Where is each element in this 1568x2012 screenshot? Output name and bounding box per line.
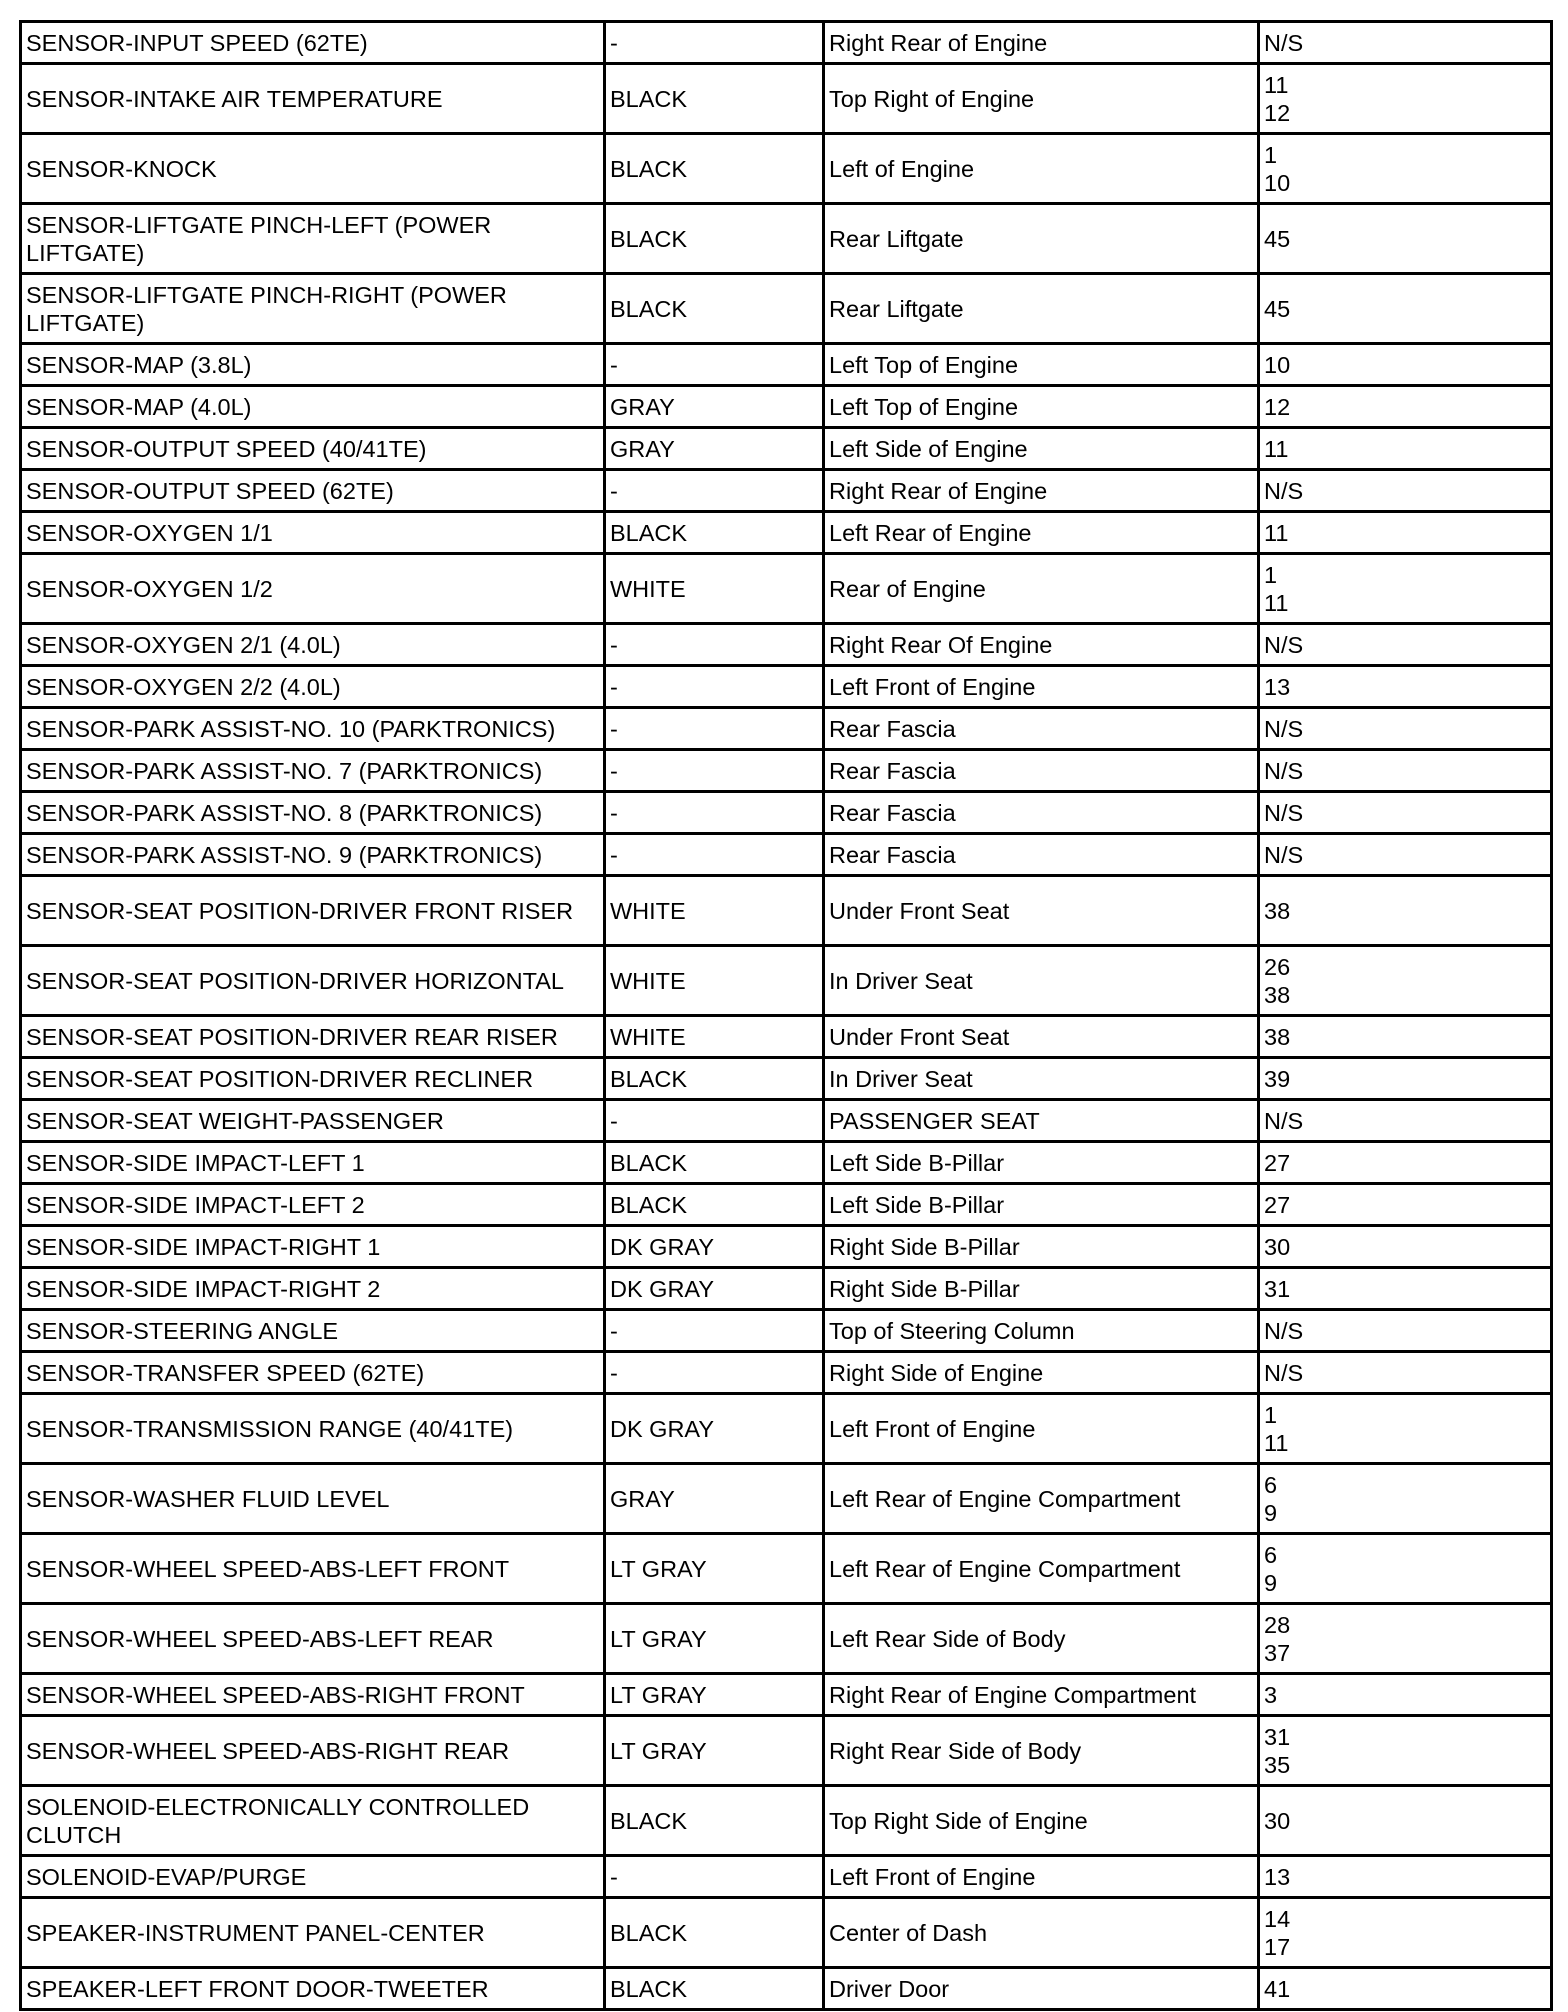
connector-name-cell: SENSOR-SIDE IMPACT-RIGHT 1	[21, 1226, 605, 1268]
table-row	[21, 64, 1552, 134]
figure-number: 30	[1264, 1807, 1291, 1834]
connector-location-cell: Left Top of Engine	[824, 344, 1259, 386]
connector-color-cell: -	[605, 708, 824, 750]
figure-number-cell	[1259, 834, 1552, 876]
figure-number: 12	[1264, 393, 1291, 420]
figure-number-cell	[1259, 428, 1552, 470]
table-row	[21, 1674, 1552, 1716]
figure-number: 12	[1264, 99, 1291, 126]
table-row	[21, 22, 1552, 64]
figure-number: 14	[1264, 1905, 1291, 1932]
table-row	[21, 1184, 1552, 1226]
connector-name-cell: SENSOR-WASHER FLUID LEVEL	[21, 1464, 605, 1534]
table-row	[21, 834, 1552, 876]
connector-color-cell: BLACK	[605, 512, 824, 554]
figure-number: 37	[1264, 1639, 1291, 1666]
figure-number: 6	[1264, 1471, 1278, 1498]
connector-location-cell: Left Side B-Pillar	[824, 1142, 1259, 1184]
connector-color-cell: BLACK	[605, 1142, 824, 1184]
connector-color-cell: -	[605, 22, 824, 64]
connector-name-cell: SENSOR-SIDE IMPACT-LEFT 2	[21, 1184, 605, 1226]
figure-number: 11	[1264, 519, 1289, 546]
table-row	[21, 1786, 1552, 1856]
connector-name-cell: SENSOR-SIDE IMPACT-LEFT 1	[21, 1142, 605, 1184]
figure-number: 1	[1264, 1401, 1278, 1428]
table-row	[21, 946, 1552, 1016]
table-row	[21, 1100, 1552, 1142]
connector-location-cell: Right Side of Engine	[824, 1352, 1259, 1394]
connector-location-cell: Left Rear of Engine Compartment	[824, 1534, 1259, 1604]
connector-location-cell: Left Side of Engine	[824, 428, 1259, 470]
table-row	[21, 512, 1552, 554]
table-row	[21, 1394, 1552, 1464]
connector-name-cell: SENSOR-STEERING ANGLE	[21, 1310, 605, 1352]
figure-number-cell	[1259, 386, 1552, 428]
connector-color-cell: DK GRAY	[605, 1226, 824, 1268]
figure-number-cell	[1259, 1786, 1552, 1856]
figure-number: 11	[1264, 71, 1289, 98]
figure-number-cell	[1259, 1464, 1552, 1534]
connector-color-cell: LT GRAY	[605, 1534, 824, 1604]
connector-name-cell: SENSOR-OUTPUT SPEED (40/41TE)	[21, 428, 605, 470]
figure-number-cell	[1259, 1058, 1552, 1100]
connector-location-cell: In Driver Seat	[824, 1058, 1259, 1100]
connector-name-cell: SENSOR-WHEEL SPEED-ABS-RIGHT FRONT	[21, 1674, 605, 1716]
connector-color-cell: -	[605, 624, 824, 666]
connector-name-cell: SENSOR-TRANSMISSION RANGE (40/41TE)	[21, 1394, 605, 1464]
connector-color-cell: -	[605, 750, 824, 792]
table-row	[21, 1716, 1552, 1786]
connector-name-cell: SENSOR-LIFTGATE PINCH-RIGHT (POWER LIFTGATE)	[21, 274, 605, 344]
table-row	[21, 1856, 1552, 1898]
connector-color-cell: WHITE	[605, 1016, 824, 1058]
figure-number: 38	[1264, 981, 1291, 1008]
figure-number: 30	[1264, 1233, 1291, 1260]
connector-location-cell: Right Side B-Pillar	[824, 1226, 1259, 1268]
figure-number: N/S	[1264, 757, 1304, 784]
figure-number-cell	[1259, 750, 1552, 792]
figure-number-cell	[1259, 708, 1552, 750]
connector-name-cell: SENSOR-WHEEL SPEED-ABS-RIGHT REAR	[21, 1716, 605, 1786]
connector-name-cell: SENSOR-WHEEL SPEED-ABS-LEFT FRONT	[21, 1534, 605, 1604]
connector-name-cell: SPEAKER-LEFT FRONT DOOR-TWEETER	[21, 1968, 605, 2010]
table-row	[21, 1268, 1552, 1310]
figure-number: N/S	[1264, 799, 1304, 826]
figure-number: 13	[1264, 673, 1291, 700]
connector-name-cell: SENSOR-SEAT POSITION-DRIVER FRONT RISER	[21, 876, 605, 946]
connector-location-cell: Left Front of Engine	[824, 1394, 1259, 1464]
connector-color-cell: BLACK	[605, 64, 824, 134]
figure-number-cell	[1259, 1534, 1552, 1604]
connector-color-cell: -	[605, 1100, 824, 1142]
connector-color-cell: LT GRAY	[605, 1674, 824, 1716]
connector-name-cell: SENSOR-PARK ASSIST-NO. 7 (PARKTRONICS)	[21, 750, 605, 792]
table-row	[21, 344, 1552, 386]
connector-location-cell: Rear Liftgate	[824, 274, 1259, 344]
figure-number: 26	[1264, 953, 1291, 980]
figure-number: 9	[1264, 1569, 1278, 1596]
figure-number-cell	[1259, 666, 1552, 708]
figure-number: 9	[1264, 1499, 1278, 1526]
connector-name-cell: SENSOR-INPUT SPEED (62TE)	[21, 22, 605, 64]
connector-location-cell: Left Front of Engine	[824, 1856, 1259, 1898]
connector-name-cell: SENSOR-PARK ASSIST-NO. 8 (PARKTRONICS)	[21, 792, 605, 834]
table-row	[21, 624, 1552, 666]
connector-color-cell: BLACK	[605, 1786, 824, 1856]
figure-number: 11	[1264, 435, 1289, 462]
connector-color-cell: DK GRAY	[605, 1268, 824, 1310]
connector-color-cell: BLACK	[605, 1184, 824, 1226]
connector-location-cell: Left Rear Side of Body	[824, 1604, 1259, 1674]
table-row	[21, 792, 1552, 834]
connector-color-cell: BLACK	[605, 204, 824, 274]
figure-number: 11	[1264, 589, 1289, 616]
figure-number-cell	[1259, 876, 1552, 946]
figure-number-cell	[1259, 792, 1552, 834]
figure-number: N/S	[1264, 1359, 1304, 1386]
figure-number: 38	[1264, 897, 1291, 924]
figure-number: 1	[1264, 561, 1278, 588]
connector-color-cell: LT GRAY	[605, 1604, 824, 1674]
connector-location-cell: Driver Door	[824, 1968, 1259, 2010]
table-row	[21, 1352, 1552, 1394]
connector-name-cell: SENSOR-OXYGEN 2/1 (4.0L)	[21, 624, 605, 666]
figure-number: 45	[1264, 225, 1291, 252]
figure-number-cell	[1259, 1604, 1552, 1674]
table-row	[21, 470, 1552, 512]
connector-name-cell: SOLENOID-EVAP/PURGE	[21, 1856, 605, 1898]
connector-location-cell: Left Rear of Engine	[824, 512, 1259, 554]
figure-number-cell	[1259, 204, 1552, 274]
figure-number-cell	[1259, 470, 1552, 512]
table-row	[21, 1058, 1552, 1100]
figure-number: 31	[1264, 1275, 1291, 1302]
figure-number-cell	[1259, 1100, 1552, 1142]
connector-color-cell: -	[605, 666, 824, 708]
connector-location-cell: Right Rear of Engine	[824, 22, 1259, 64]
connector-location-cell: Rear Fascia	[824, 708, 1259, 750]
figure-number-cell	[1259, 512, 1552, 554]
table-row	[21, 1142, 1552, 1184]
connector-color-cell: -	[605, 1310, 824, 1352]
connector-name-cell: SENSOR-TRANSFER SPEED (62TE)	[21, 1352, 605, 1394]
figure-number: 39	[1264, 1065, 1291, 1092]
figure-number-cell	[1259, 1226, 1552, 1268]
connector-color-cell: WHITE	[605, 876, 824, 946]
connector-location-cell: Top Right of Engine	[824, 64, 1259, 134]
table-row	[21, 708, 1552, 750]
figure-number-cell	[1259, 22, 1552, 64]
connector-name-cell: SENSOR-OXYGEN 2/2 (4.0L)	[21, 666, 605, 708]
connector-color-cell: BLACK	[605, 1898, 824, 1968]
figure-number-cell	[1259, 554, 1552, 624]
figure-number: 13	[1264, 1863, 1291, 1890]
connector-location-cell: In Driver Seat	[824, 946, 1259, 1016]
figure-number-cell	[1259, 1184, 1552, 1226]
figure-number: 11	[1264, 1429, 1289, 1456]
figure-number: 35	[1264, 1751, 1291, 1778]
figure-number: 27	[1264, 1149, 1291, 1176]
connector-location-cell: Left Rear of Engine Compartment	[824, 1464, 1259, 1534]
connector-name-cell: SENSOR-KNOCK	[21, 134, 605, 204]
connector-location-cell: Right Rear Of Engine	[824, 624, 1259, 666]
connector-color-cell: GRAY	[605, 428, 824, 470]
figure-number-cell	[1259, 1968, 1552, 2010]
connector-location-cell: Left Side B-Pillar	[824, 1184, 1259, 1226]
table-row	[21, 1534, 1552, 1604]
table-row	[21, 1016, 1552, 1058]
figure-number: N/S	[1264, 631, 1304, 658]
connector-name-cell: SENSOR-SEAT POSITION-DRIVER HORIZONTAL	[21, 946, 605, 1016]
table-row	[21, 386, 1552, 428]
figure-number-cell	[1259, 1142, 1552, 1184]
table-body	[21, 22, 1552, 2010]
table-row	[21, 1898, 1552, 1968]
connector-color-cell: GRAY	[605, 386, 824, 428]
figure-number-cell	[1259, 1394, 1552, 1464]
connector-name-cell: SENSOR-INTAKE AIR TEMPERATURE	[21, 64, 605, 134]
connector-color-cell: WHITE	[605, 946, 824, 1016]
figure-number: 45	[1264, 295, 1291, 322]
connector-location-cell: Left of Engine	[824, 134, 1259, 204]
figure-number: N/S	[1264, 1317, 1304, 1344]
connector-name-cell: SENSOR-SEAT POSITION-DRIVER RECLINER	[21, 1058, 605, 1100]
figure-number-cell	[1259, 946, 1552, 1016]
figure-number-cell	[1259, 1352, 1552, 1394]
figure-number: 41	[1264, 1975, 1291, 2002]
connector-color-cell: -	[605, 344, 824, 386]
figure-number-cell	[1259, 1016, 1552, 1058]
table-row	[21, 1604, 1552, 1674]
connector-name-cell: SENSOR-MAP (4.0L)	[21, 386, 605, 428]
figure-number: 27	[1264, 1191, 1291, 1218]
figure-number: 3	[1264, 1681, 1278, 1708]
table-row	[21, 1226, 1552, 1268]
figure-number: 28	[1264, 1611, 1291, 1638]
connector-name-cell: SENSOR-LIFTGATE PINCH-LEFT (POWER LIFTGATE)	[21, 204, 605, 274]
figure-number-cell	[1259, 274, 1552, 344]
connector-color-cell: BLACK	[605, 274, 824, 344]
figure-number-cell	[1259, 64, 1552, 134]
connector-name-cell: SENSOR-OUTPUT SPEED (62TE)	[21, 470, 605, 512]
connector-color-cell: LT GRAY	[605, 1716, 824, 1786]
connector-location-cell: Left Front of Engine	[824, 666, 1259, 708]
connector-location-cell: Rear Fascia	[824, 792, 1259, 834]
connector-color-cell: -	[605, 1856, 824, 1898]
table-row	[21, 134, 1552, 204]
connector-location-cell: Under Front Seat	[824, 1016, 1259, 1058]
connector-color-cell: GRAY	[605, 1464, 824, 1534]
figure-number: 38	[1264, 1023, 1291, 1050]
connector-color-cell: BLACK	[605, 134, 824, 204]
connector-location-cell: Top of Steering Column	[824, 1310, 1259, 1352]
figure-number: N/S	[1264, 29, 1304, 56]
figure-number-cell	[1259, 1716, 1552, 1786]
figure-number: 17	[1264, 1933, 1291, 1960]
figure-number: N/S	[1264, 715, 1304, 742]
connector-location-cell: Rear Liftgate	[824, 204, 1259, 274]
figure-number: 1	[1264, 141, 1278, 168]
connector-color-cell: -	[605, 792, 824, 834]
figure-number: N/S	[1264, 1107, 1304, 1134]
figure-number-cell	[1259, 1268, 1552, 1310]
connector-location-table	[19, 20, 1553, 2011]
connector-location-cell: Under Front Seat	[824, 876, 1259, 946]
table-row	[21, 1310, 1552, 1352]
connector-color-cell: WHITE	[605, 554, 824, 624]
table-row	[21, 876, 1552, 946]
figure-number-cell	[1259, 134, 1552, 204]
connector-location-cell: Right Side B-Pillar	[824, 1268, 1259, 1310]
connector-location-cell: Rear Fascia	[824, 834, 1259, 876]
table-row	[21, 1464, 1552, 1534]
connector-name-cell: SOLENOID-ELECTRONICALLY CONTROLLED CLUTCH	[21, 1786, 605, 1856]
connector-name-cell: SENSOR-OXYGEN 1/1	[21, 512, 605, 554]
figure-number-cell	[1259, 1856, 1552, 1898]
figure-number-cell	[1259, 624, 1552, 666]
connector-name-cell: SENSOR-SEAT POSITION-DRIVER REAR RISER	[21, 1016, 605, 1058]
table-row	[21, 1968, 1552, 2010]
connector-name-cell: SENSOR-OXYGEN 1/2	[21, 554, 605, 624]
figure-number-cell	[1259, 1898, 1552, 1968]
table-row	[21, 666, 1552, 708]
connector-name-cell: SENSOR-SEAT WEIGHT-PASSENGER	[21, 1100, 605, 1142]
connector-name-cell: SENSOR-SIDE IMPACT-RIGHT 2	[21, 1268, 605, 1310]
connector-name-cell: SPEAKER-INSTRUMENT PANEL-CENTER	[21, 1898, 605, 1968]
connector-name-cell: SENSOR-MAP (3.8L)	[21, 344, 605, 386]
connector-name-cell: SENSOR-WHEEL SPEED-ABS-LEFT REAR	[21, 1604, 605, 1674]
connector-location-cell: Left Top of Engine	[824, 386, 1259, 428]
connector-color-cell: -	[605, 834, 824, 876]
table-row	[21, 428, 1552, 470]
connector-location-cell: Center of Dash	[824, 1898, 1259, 1968]
connector-location-cell: Right Rear Side of Body	[824, 1716, 1259, 1786]
connector-location-cell: Top Right Side of Engine	[824, 1786, 1259, 1856]
connector-location-cell: Right Rear of Engine	[824, 470, 1259, 512]
figure-number-cell	[1259, 344, 1552, 386]
figure-number-cell	[1259, 1674, 1552, 1716]
connector-location-cell: Rear Fascia	[824, 750, 1259, 792]
connector-location-cell: Rear of Engine	[824, 554, 1259, 624]
connector-location-cell: Right Rear of Engine Compartment	[824, 1674, 1259, 1716]
figure-number: 31	[1264, 1723, 1291, 1750]
table-row	[21, 204, 1552, 274]
figure-number: 6	[1264, 1541, 1278, 1568]
connector-color-cell: BLACK	[605, 1968, 824, 2010]
figure-number-cell	[1259, 1310, 1552, 1352]
connector-name-cell: SENSOR-PARK ASSIST-NO. 10 (PARKTRONICS)	[21, 708, 605, 750]
figure-number: 10	[1264, 351, 1291, 378]
connector-color-cell: BLACK	[605, 1058, 824, 1100]
connector-color-cell: -	[605, 470, 824, 512]
figure-number: N/S	[1264, 841, 1304, 868]
table-row	[21, 554, 1552, 624]
connector-color-cell: -	[605, 1352, 824, 1394]
figure-number: N/S	[1264, 477, 1304, 504]
table-row	[21, 750, 1552, 792]
connector-name-cell: SENSOR-PARK ASSIST-NO. 9 (PARKTRONICS)	[21, 834, 605, 876]
table-row	[21, 274, 1552, 344]
connector-color-cell: DK GRAY	[605, 1394, 824, 1464]
figure-number: 10	[1264, 169, 1291, 196]
connector-location-cell: PASSENGER SEAT	[824, 1100, 1259, 1142]
